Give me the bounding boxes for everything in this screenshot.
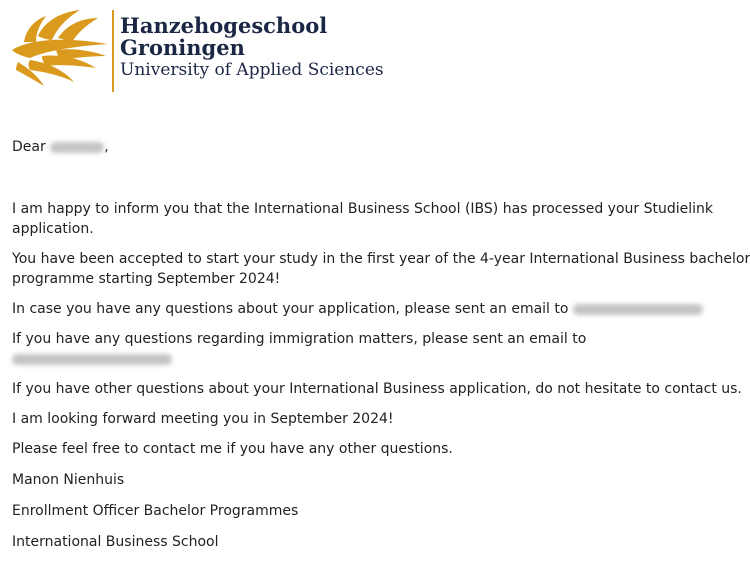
flame-wing-icon [8,6,112,90]
signature-organization: International Business School [12,534,219,550]
paragraph-1-line-1: I am happy to inform you that the International Business School (IBS) has processed your Studielink [12,201,713,217]
institution-name-line1: Hanzehogeschool [120,13,328,38]
paragraph-4-line-2 [12,349,172,369]
institution-name-line2: Groningen [120,35,245,60]
paragraph-6: I am looking forward meeting you in September 2024! [12,411,394,427]
paragraph-2-line-1: You have been accepted to start your study in the first year of the 4-year International Business bachelor [12,251,750,267]
paragraph-4-line-1: If you have any questions regarding immigration matters, please sent an email to [12,331,587,347]
institution-subtitle: University of Applied Sciences [120,60,384,80]
paragraph-3 [12,299,703,319]
redacted-admissions-email [573,304,703,315]
redacted-immigration-email [12,354,172,365]
signature-name: Manon Nienhuis [12,472,125,488]
signature-title: Enrollment Officer Bachelor Programmes [12,503,299,519]
greeting-text: Dear [12,139,46,155]
letterhead [0,0,600,100]
paragraph-7: Please feel free to contact me if you have any other questions. [12,441,453,457]
redacted-recipient-name [50,142,104,153]
paragraph-3-text: In case you have any questions about your application, please sent an email to [12,301,569,317]
paragraph-1-line-2: application. [12,221,94,237]
paragraph-5: If you have other questions about your International Business application, do not hesitate to contact us. [12,381,742,397]
greeting [12,137,109,157]
paragraph-2-line-2: programme starting September 2024! [12,271,281,287]
logo-divider [112,10,114,92]
greeting-punctuation: , [104,139,109,155]
